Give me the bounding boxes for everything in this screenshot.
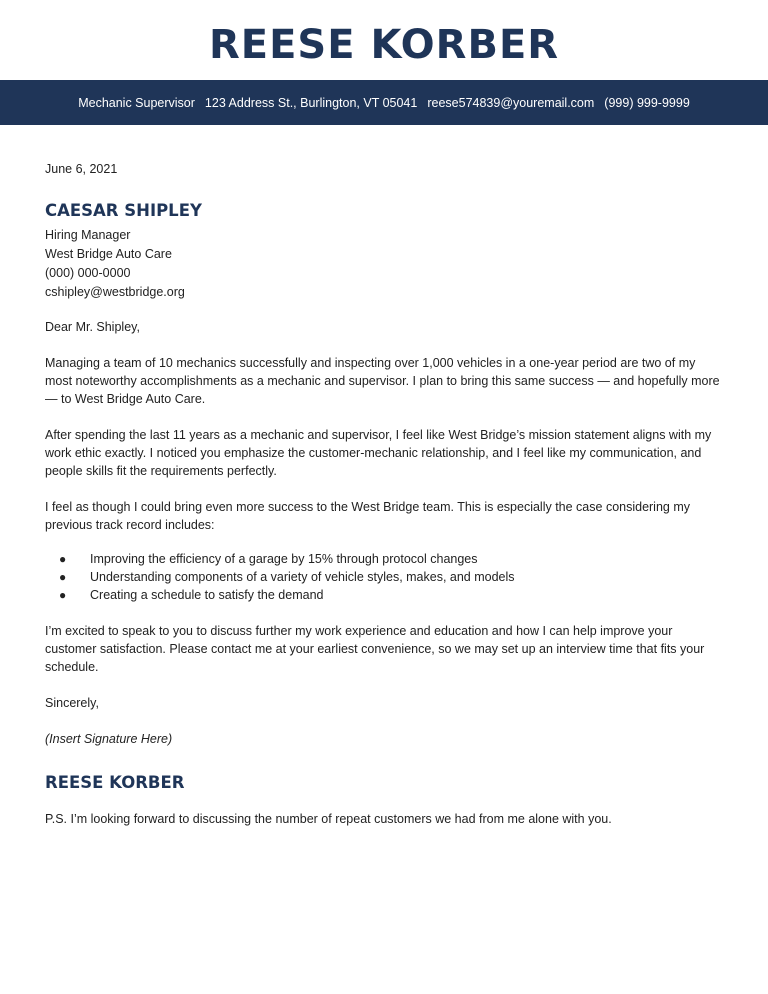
job-title: Mechanic Supervisor [78, 95, 195, 110]
paragraph-track-record: I feel as though I could bring even more success to the West Bridge team. This is especially the case considering my previous track record includes: [45, 500, 691, 532]
recipient-phone: (000) 000-0000 [45, 266, 131, 280]
phone: (999) 999-9999 [604, 95, 690, 110]
list-item-text: Understanding components of a variety of vehicle styles, makes, and models [90, 570, 515, 584]
list-item [45, 568, 725, 586]
list-item [45, 586, 725, 604]
list-item-text: Improving the efficiency of a garage by 15% through protocol changes [90, 552, 478, 566]
list-item [45, 550, 725, 568]
sign-off: Sincerely, [45, 696, 99, 710]
postscript: P.S. I’m looking forward to discussing the number of repeat customers we had from me alone with you. [45, 812, 612, 826]
signature-placeholder: (Insert Signature Here) [45, 732, 173, 746]
recipient-email: cshipley@westbridge.org [45, 285, 185, 299]
paragraph-experience: After spending the last 11 years as a mechanic and supervisor, I feel like West Bridge’s mission statement aligns with my work ethic exactly. I noticed you emphasize the customer-mechanic relationship, and I feel like my communication, and people skills fit the requirements perfectly. [45, 428, 712, 478]
recipient-company: West Bridge Auto Care [45, 247, 172, 261]
applicant-name-header: REESE KORBER [208, 22, 560, 68]
list-item-text: Creating a schedule to satisfy the demand [90, 588, 324, 602]
email: reese574839@youremail.com [427, 95, 595, 110]
paragraph-intro: Managing a team of 10 mechanics successfully and inspecting over 1,000 vehicles in a one-year period are two of my most noteworthy accomplishments as a mechanic and supervisor. I plan to bring this same success — and hopefully more — to West Bridge Auto Care. [45, 356, 720, 406]
greeting: Dear Mr. Shipley, [45, 320, 140, 334]
sender-name: REESE KORBER [45, 773, 185, 792]
recipient-name: CAESAR SHIPLEY [45, 201, 202, 220]
recipient-block [45, 226, 725, 302]
recipient-title: Hiring Manager [45, 228, 131, 242]
bullet-icon: ● [59, 588, 67, 602]
letter-date: June 6, 2021 [45, 162, 118, 176]
achievements-list [45, 550, 725, 604]
address: 123 Address St., Burlington, VT 05041 [204, 95, 418, 110]
bullet-icon: ● [59, 552, 67, 566]
letter-body [45, 160, 725, 828]
paragraph-closing: I’m excited to speak to you to discuss further my work experience and education and how I can help improve your customer satisfaction. Please contact me at your earliest convenience, so we may set up an interview time that fits your schedule. [45, 624, 705, 674]
contact-info-bar [0, 80, 768, 125]
bullet-icon: ● [59, 570, 67, 584]
